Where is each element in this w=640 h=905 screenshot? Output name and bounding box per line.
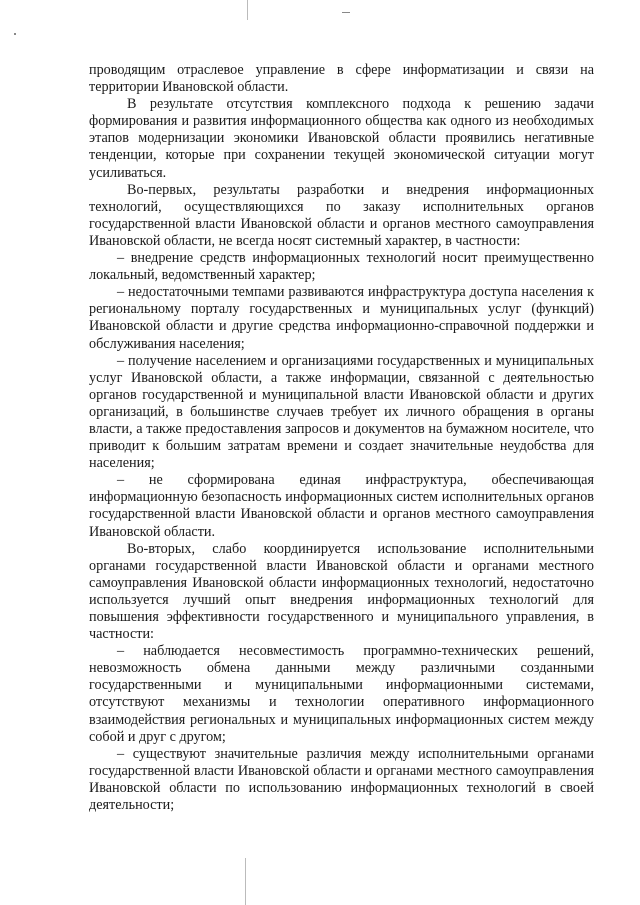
list-item: – внедрение средств информационных технологий носит преимущественно локальный, ведомственный характер; xyxy=(89,250,594,284)
scan-mark xyxy=(342,12,350,13)
list-item: – недостаточными темпами развиваются инфраструктура доступа населения к региональному порталу государственных и муниципальных услуг (функций) Ивановской области и другие средства информационно-справочной поддержки и обслуживания населения; xyxy=(89,284,594,352)
list-item: – получение населением и организациями государственных и муниципальных услуг Ивановской области, а также информации, связанной с деятельностью органов государственной и муниципальной власти Ивановской области и других организаций, в большинстве случаев требует их личного обращения в органы власти, а также предоставления запросов и документов на бумажном носителе, что приводит к большим затратам времени и создает значительные неудобства для населения; xyxy=(89,352,594,472)
list-item: – наблюдается несовместимость программно-технических решений, невозможность обмена данными между различными созданными государственными и муниципальными информационными системами, отсутствуют механизмы и технологии оперативного информационного взаимодействия региональных и муниципальных информационных систем между собой и друг с другом; xyxy=(89,643,594,745)
paragraph: Во-вторых, слабо координируется использование исполнительными органами государственной власти Ивановской области и органами местного самоуправления Ивановской области информационных технологий, недостаточно используется лучший опыт внедрения информационных технологий для повышения эффективности государственного и муниципального управления, в частности: xyxy=(89,540,594,643)
scan-mark xyxy=(245,858,246,905)
list-item: – не сформирована единая инфраструктура, обеспечивающая информационную безопасность информационных систем исполнительных органов государственной власти Ивановской области и органов местного самоуправления Ивановской области. xyxy=(89,472,594,540)
scan-mark xyxy=(14,33,16,35)
paragraph: проводящим отраслевое управление в сфере информатизации и связи на территории Ивановской области. xyxy=(89,62,594,96)
scan-mark xyxy=(247,0,248,20)
document-body xyxy=(89,62,594,814)
paragraph: В результате отсутствия комплексного подхода к решению задачи формирования и развития информационного общества как одного из необходимых этапов модернизации экономики Ивановской области проявились негативные тенденции, которые при сохранении текущей экономической ситуации могут усиливаться. xyxy=(89,96,594,181)
paragraph: Во-первых, результаты разработки и внедрения информационных технологий, осуществляющихся по заказу исполнительных органов государственной власти Ивановской области и органов местного самоуправления Ивановской области, не всегда носят системный характер, в частности: xyxy=(89,181,594,249)
list-item: – существуют значительные различия между исполнительными органами государственной власти Ивановской области и органами местного самоуправления Ивановской области по использованию информационных технологий в своей деятельности; xyxy=(89,745,594,814)
